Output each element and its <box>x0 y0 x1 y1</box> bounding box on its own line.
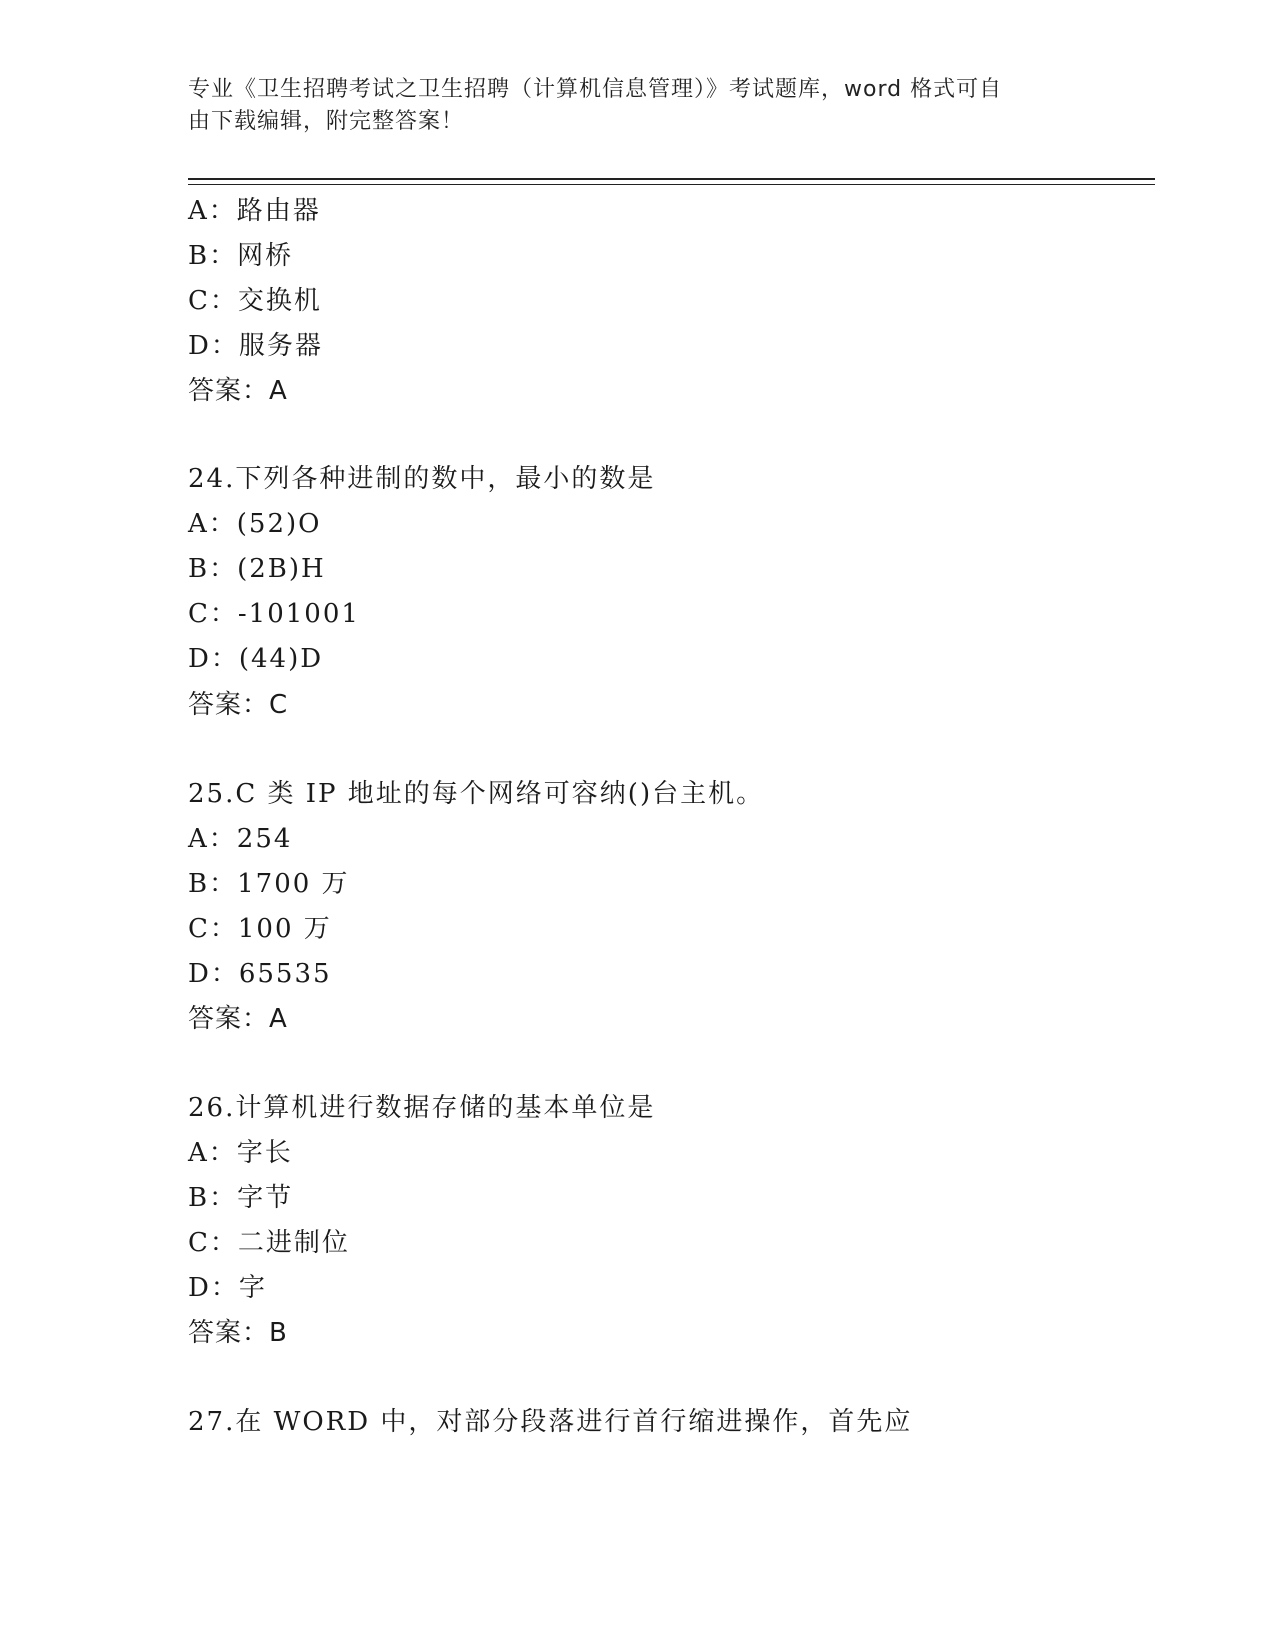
q23-answer: 答案：A <box>188 376 288 406</box>
q27-question: 27.在 WORD 中，对部分段落进行首行缩进操作，首先应 <box>188 1407 913 1437</box>
q26-option-a: A：字长 <box>188 1138 293 1168</box>
header-line-2: 由下载编辑，附完整答案！ <box>188 109 465 134</box>
q23-option-a: A：路由器 <box>188 196 321 226</box>
q26-option-b: B：字节 <box>188 1183 294 1213</box>
q24-option-d: D：(44)D <box>188 644 324 674</box>
header-divider-thick <box>188 178 1155 180</box>
q25-option-d: D：65535 <box>188 959 332 989</box>
q25-question: 25.C 类 IP 地址的每个网络可容纳()台主机。 <box>188 779 765 809</box>
q23-option-d: D：服务器 <box>188 331 323 361</box>
q24-option-a: A：(52)O <box>188 509 322 539</box>
q25-option-b: B：1700 万 <box>188 869 350 899</box>
q26-answer: 答案：B <box>188 1318 288 1348</box>
document-header <box>188 74 1068 138</box>
header-divider-thin <box>188 184 1155 185</box>
q24-option-c: C：-101001 <box>188 599 360 629</box>
q24-option-b: B：(2B)H <box>188 554 326 584</box>
q23-option-b: B：网桥 <box>188 241 294 271</box>
q26-option-d: D：字 <box>188 1273 267 1303</box>
q25-option-c: C：100 万 <box>188 914 332 944</box>
q25-option-a: A：254 <box>188 824 293 854</box>
q26-question: 26.计算机进行数据存储的基本单位是 <box>188 1093 656 1123</box>
q24-question: 24.下列各种进制的数中，最小的数是 <box>188 464 656 494</box>
header-line-1: 专业《卫生招聘考试之卫生招聘（计算机信息管理）》考试题库，word 格式可自 <box>188 77 1003 102</box>
q24-answer: 答案：C <box>188 690 289 720</box>
q23-option-c: C：交换机 <box>188 286 322 316</box>
q26-option-c: C：二进制位 <box>188 1228 350 1258</box>
q25-answer: 答案：A <box>188 1004 288 1034</box>
